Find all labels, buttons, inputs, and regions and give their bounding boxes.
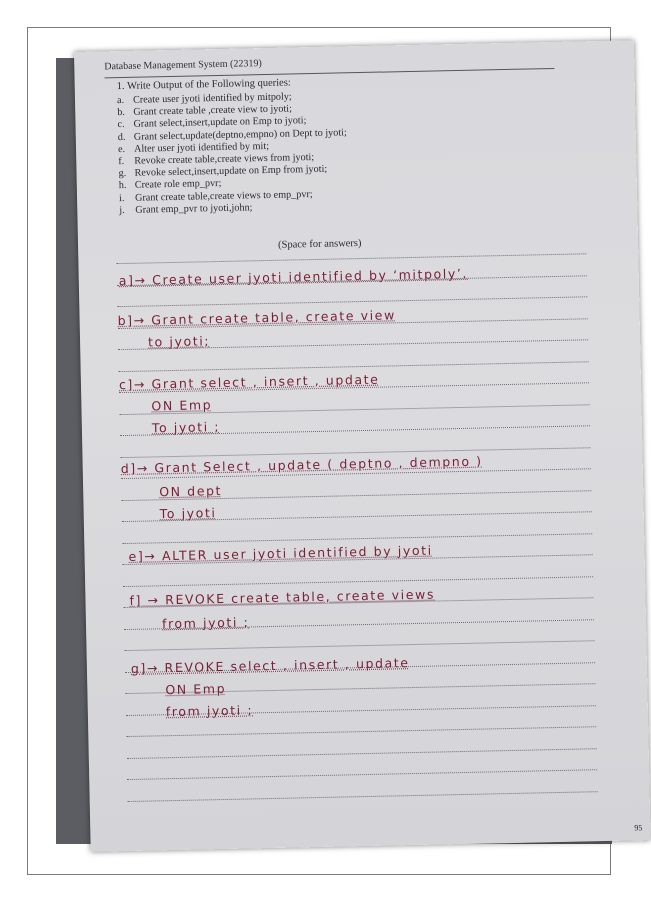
answer-line: from jyoti ;	[165, 702, 254, 720]
page-header: Database Management System (22319)	[104, 58, 262, 73]
page-number: 95	[634, 823, 643, 833]
answer-line: e]→ ALTER user jyoti identified by jyoti	[128, 542, 433, 564]
answer-line: To jyoti ;	[151, 419, 221, 436]
question-label: g.	[118, 168, 127, 180]
question-label: h.	[118, 180, 127, 192]
ruled-line	[123, 576, 593, 587]
answer-line: to jyoti;	[147, 333, 211, 350]
ruled-line	[117, 296, 587, 307]
answer-line: from jyoti ;	[161, 614, 250, 632]
ruled-line	[119, 361, 589, 372]
ruled-line	[125, 640, 595, 651]
question-text: Revoke select,insert,update on Emp from jyoti;	[134, 163, 328, 179]
question-list	[117, 90, 349, 217]
ruled-line	[127, 769, 597, 780]
ruled-line	[126, 726, 596, 737]
question-text: Grant select,update(deptno,empno) on Dept to jyoti;	[133, 126, 347, 143]
question-text: Create user jyoti identified by mitpoly;	[132, 91, 292, 106]
answer-line: f] → REVOKE create table, create views	[129, 586, 436, 608]
ruled-line	[127, 748, 597, 759]
question-label: j.	[119, 204, 125, 216]
question-label: f.	[118, 155, 125, 168]
question-text: Grant create table,create views to emp_pvr;	[134, 188, 313, 204]
photo	[56, 58, 643, 844]
answer-line: ON Emp	[165, 680, 227, 698]
question-text: Revoke create table,create views from jyoti;	[134, 152, 315, 167]
space-for-answers-label: (Space for answers)	[277, 238, 362, 251]
answer-line: c]→ Grant select , insert , update	[118, 371, 380, 393]
question-label: b.	[117, 107, 126, 119]
answer-line: d]→ Grant Select , update ( deptno , dempno )	[120, 453, 483, 477]
answer-line: b]→ Grant create table, create view	[117, 307, 396, 329]
answer-line: ON Emp	[151, 397, 213, 414]
question-text: Alter user jyoti identified by mit;	[133, 140, 270, 155]
question-label: i.	[118, 192, 125, 204]
question-text: Grant create table ,create view to jyoti;	[133, 103, 293, 118]
answer-line: ON dept	[159, 482, 223, 500]
question-label: d.	[117, 131, 126, 143]
question-text: Grant emp_pvr to jyoti,john;	[135, 202, 253, 216]
notebook-page	[74, 40, 651, 852]
question-text: Grant select,insert,update on Emp to jyoti;	[133, 115, 307, 131]
ruled-line	[122, 533, 592, 544]
answer-line: a]→ Create user jyoti identified by ‘mitpoly’.	[118, 265, 469, 289]
question-text: Create role emp_pvr;	[134, 178, 222, 192]
question-title: 1. Write Output of the Following queries:	[116, 77, 291, 93]
answer-line: To jyoti	[159, 505, 217, 522]
ruled-line	[128, 791, 598, 802]
question-label: a.	[116, 94, 125, 107]
question-label: c.	[117, 119, 125, 131]
ruled-line	[116, 253, 586, 264]
question-label: e.	[117, 143, 126, 155]
answer-line: g]→ REVOKE select , insert , update	[130, 655, 410, 676]
